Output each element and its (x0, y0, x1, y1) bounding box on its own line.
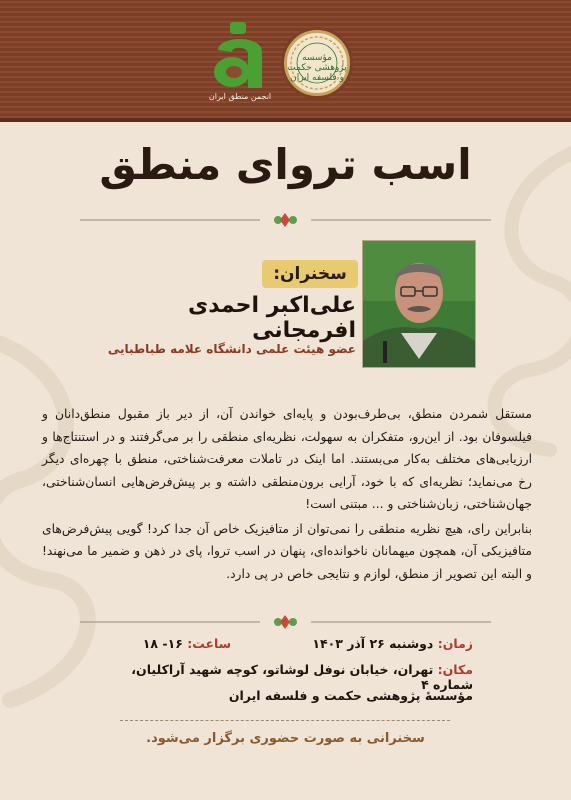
place-value: تهران، خیابان نوفل لوشاتو، کوچه شهید آراکلیان، شماره ۴ (131, 662, 473, 692)
institute-seal-icon (284, 30, 350, 96)
place-label: مکان: (437, 662, 473, 677)
description-paragraph: مستقل شمردن منطق، بی‌طرف‌بودن و پایه‌ای خواندن آن، از دیر باز مقبول منطق‌دانان و فیلسوفان بود. از این‌رو، متفکران به سهولت، نظریه‌ای منطقی را بر می‌گرفتند و در استنتاج‌ها و ارزیابی‌های مختلف به‌کار می‌بستند. اما اینک در تاملات معرفت‌شناختی، منطق با چهره‌ای دیگر رخ می‌نماید؛ نظریه‌ای که با خود، آرایی برون‌منطقی داشته و بر پیش‌فرض‌هایی انسان‌شناختی، جهان‌شناختی، زبان‌شناختی و ... مبتنی است! (42, 407, 532, 511)
date-label: زمان: (437, 636, 473, 651)
institute-name: مؤسسهٔ پژوهشی حکمت و فلسفه ایران (228, 688, 473, 703)
speaker-name: علی‌اکبر احمدی افرمجانی (188, 293, 356, 343)
description-text (42, 403, 532, 585)
speaker-affiliation: عضو هیئت علمی دانشگاه علامه طباطبایی (107, 342, 356, 356)
event-date (312, 636, 473, 651)
time-label: ساعت: (187, 636, 231, 651)
logo-caption: انجمن منطق ایران (208, 92, 272, 101)
speakers-label: سخنران: (262, 260, 358, 288)
attendance-note: سخنرانی به صورت حضوری برگزار می‌شود. (146, 731, 425, 746)
speaker-photo (362, 240, 476, 368)
event-institute (229, 688, 473, 703)
dashed-divider (120, 720, 450, 722)
page-title: اسب تروای منطق (99, 140, 472, 189)
event-time (143, 636, 231, 651)
ornament-divider-icon (80, 614, 491, 630)
description-paragraph: بنابراین رای، هیچ نظریه منطقی را نمی‌توان از متافیزیک خاص آن جدا کرد! گویی پیش‌فرض‌های متافیزیکی آن، همچون میهمانان ناخوانده‌ای، پنهان در اسب تروا، پای در ذهن و ضمیر ما می‌نهند! و البته این تصویر از منطق، لوازم و نتایجی خاص در پی دارد. (42, 521, 532, 581)
date-value: دوشنبه ۲۶ آذر ۱۴۰۳ (312, 636, 434, 651)
ornament-divider-icon (80, 212, 491, 228)
seal-text: مؤسسه پژوهشی حکمت و فلسفه ایران (287, 53, 347, 83)
time-value: ۱۶- ۱۸ (142, 636, 183, 651)
header-banner (0, 0, 571, 122)
anjoman-logo-icon (210, 22, 270, 90)
